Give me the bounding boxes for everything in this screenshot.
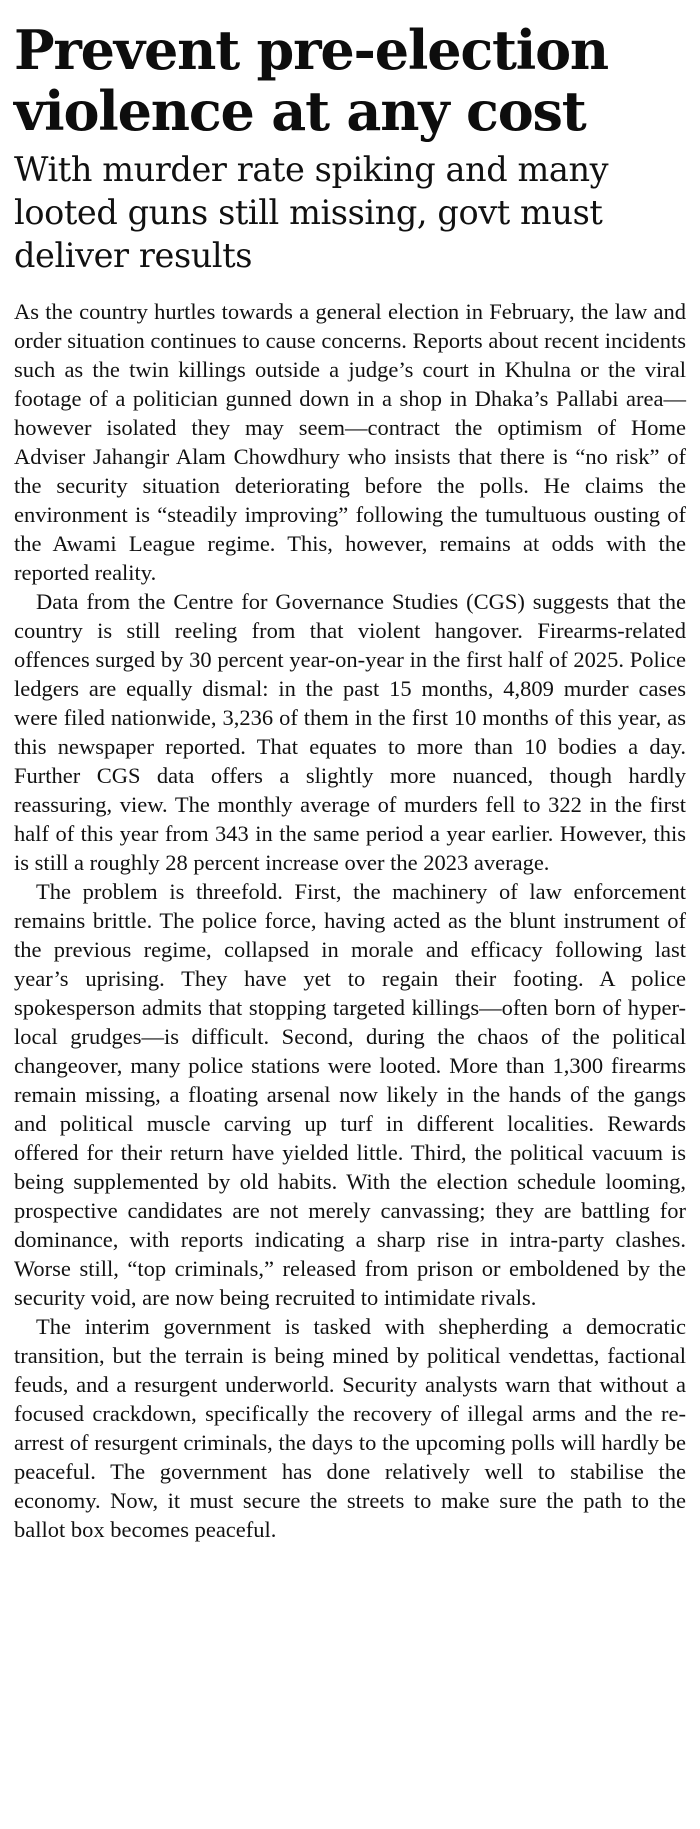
subheadline: With murder rate spiking and many looted guns still missing, govt must deliver results [14, 150, 609, 275]
body-paragraph: Data from the Centre for Governance Studies (CGS) suggests that the country is still reeling from that violent hangover. Firearms-related offences surged by 30 percent year-on-year in the first half of 2025. Police ledgers are equally dismal: in the past 15 months, 4,809 murder cases were filed nationwide, 3,236 of them in the first 10 months of this year, as this newspaper reported. That equates to more than 10 bodies a day. Further CGS data offers a slightly more nuanced, though hardly reassuring, view. The monthly average of murders fell to 322 in the first half of this year from 343 in the same period a year earlier. However, this is still a roughly 28 percent increase over the 2023 average. [14, 589, 686, 875]
article-body [14, 297, 686, 1544]
body-paragraph: The problem is threefold. First, the machinery of law enforcement remains brittle. The police force, having acted as the blunt instrument of the previous regime, collapsed in morale and efficacy following last year’s uprising. They have yet to regain their footing. A police spokesperson admits that stopping targeted killings—often born of hyper-local grudges—is difficult. Second, during the chaos of the political changeover, many police stations were looted. More than 1,300 firearms remain missing, a floating arsenal now likely in the hands of the gangs and political muscle carving up turf in different localities. Rewards offered for their return have yielded little. Third, the political vacuum is being supplemented by old habits. With the election schedule looming, prospective candidates are not merely canvassing; they are battling for dominance, with reports indicating a sharp rise in intra-party clashes. Worse still, “top criminals,” released from prison or emboldened by the security void, are now being recruited to intimidate rivals. [14, 879, 686, 1310]
headline: Prevent pre-election violence at any cost [14, 18, 608, 143]
body-paragraph: As the country hurtles towards a general election in February, the law and order situation continues to cause concerns. Reports about recent incidents such as the twin killings outside a judge’s court in Khulna or the viral footage of a politician gunned down in a shop in Dhaka’s Pallabi area—however isolated they may seem—contract the optimism of Home Adviser Jahangir Alam Chowdhury who insists that there is “no risk” of the security situation deteriorating before the polls. He claims the environment is “steadily improving” following the tumultuous ousting of the Awami League regime. This, however, remains at odds with the reported reality. [14, 299, 686, 585]
body-paragraph: The interim government is tasked with shepherding a democratic transition, but the terrain is being mined by political vendettas, factional feuds, and a resurgent underworld. Security analysts warn that without a focused crackdown, specifically the recovery of illegal arms and the re-arrest of resurgent criminals, the days to the upcoming polls will hardly be peaceful. The government has done relatively well to stabilise the economy. Now, it must secure the streets to make sure the path to the ballot box becomes peaceful. [14, 1314, 686, 1542]
